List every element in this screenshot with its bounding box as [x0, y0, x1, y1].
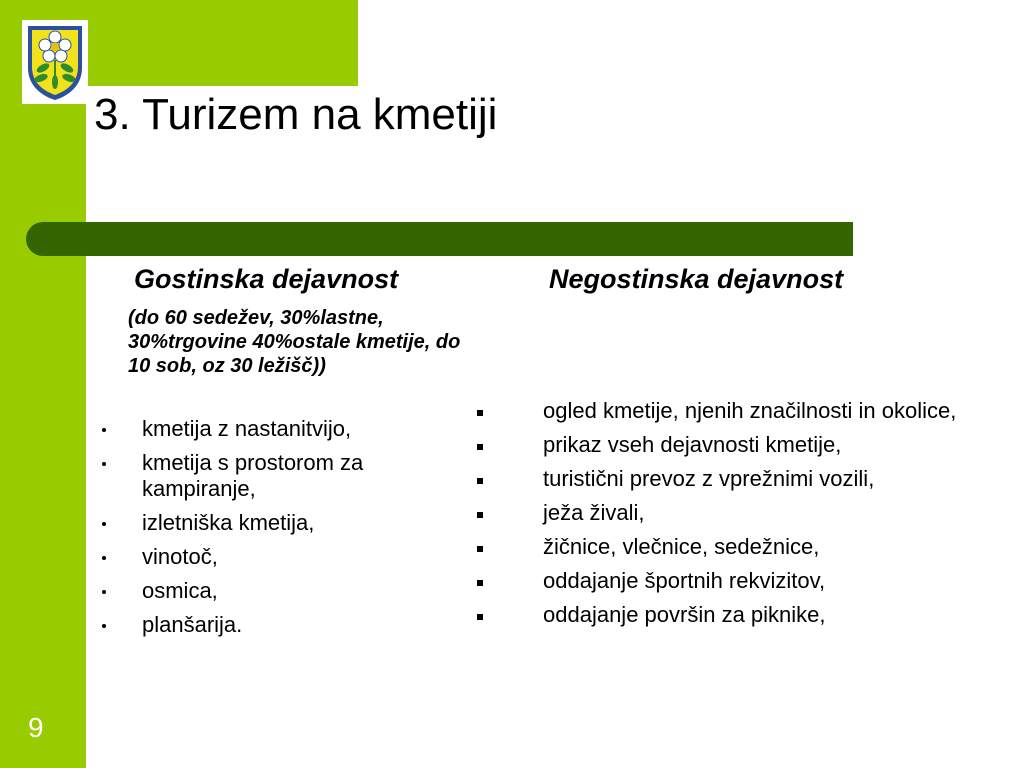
- list-item: [470, 432, 990, 458]
- list-item: [98, 416, 458, 442]
- bullet-square-icon: [477, 546, 483, 552]
- list-item: [98, 578, 458, 604]
- list-item: [98, 544, 458, 570]
- bullet-dot-icon: [102, 522, 106, 526]
- list-item: [470, 466, 990, 492]
- bullet-square-icon: [477, 580, 483, 586]
- bullet-dot-icon: [102, 590, 106, 594]
- list-item: [470, 500, 990, 526]
- title-underline-bar: [26, 222, 853, 256]
- list-item: [470, 602, 990, 628]
- gostinska-heading: Gostinska dejavnost: [134, 264, 399, 294]
- negostinska-list: [470, 398, 990, 636]
- list-item-text: prikaz vseh dejavnosti kmetije,: [543, 432, 842, 457]
- list-item-text: oddajanje športnih rekvizitov,: [543, 568, 826, 593]
- list-item-text: ogled kmetije, njenih značilnosti in okolice,: [543, 398, 957, 423]
- list-item: [98, 510, 458, 536]
- list-item: [470, 568, 990, 594]
- list-item: [98, 612, 458, 638]
- list-item: [470, 534, 990, 560]
- bullet-dot-icon: [102, 428, 106, 432]
- bullet-square-icon: [477, 444, 483, 450]
- gostinska-list: [98, 416, 458, 646]
- negostinska-heading: Negostinska dejavnost: [549, 264, 844, 294]
- list-item: [470, 398, 990, 424]
- bullet-dot-icon: [102, 624, 106, 628]
- page-number: 9: [28, 712, 44, 743]
- list-item-text: oddajanje površin za piknike,: [543, 602, 826, 627]
- list-item-text: osmica,: [142, 578, 218, 603]
- bullet-square-icon: [477, 614, 483, 620]
- coat-of-arms-logo: [22, 20, 88, 104]
- bullet-square-icon: [477, 478, 483, 484]
- list-item-text: kmetija s prostorom za kampiranje,: [142, 450, 364, 501]
- list-item-text: izletniška kmetija,: [142, 510, 315, 535]
- bullet-dot-icon: [102, 556, 106, 560]
- bullet-dot-icon: [102, 462, 106, 466]
- list-item-text: vinotoč,: [142, 544, 218, 569]
- list-item: [98, 450, 458, 502]
- bullet-square-icon: [477, 512, 483, 518]
- gostinska-note: (do 60 sedežev, 30%lastne, 30%trgovine 40%ostale kmetije, do 10 sob, oz 30 ležišč)): [128, 307, 461, 377]
- list-item-text: kmetija z nastanitvijo,: [142, 416, 352, 441]
- list-item-text: ježa živali,: [543, 500, 645, 525]
- left-accent-bar: [0, 0, 86, 768]
- bullet-square-icon: [477, 410, 483, 416]
- slide-title: 3. Turizem na kmetiji: [94, 90, 498, 139]
- list-item-text: turistični prevoz z vprežnimi vozili,: [543, 466, 875, 491]
- list-item-text: žičnice, vlečnice, sedežnice,: [543, 534, 820, 559]
- list-item-text: planšarija.: [142, 612, 243, 637]
